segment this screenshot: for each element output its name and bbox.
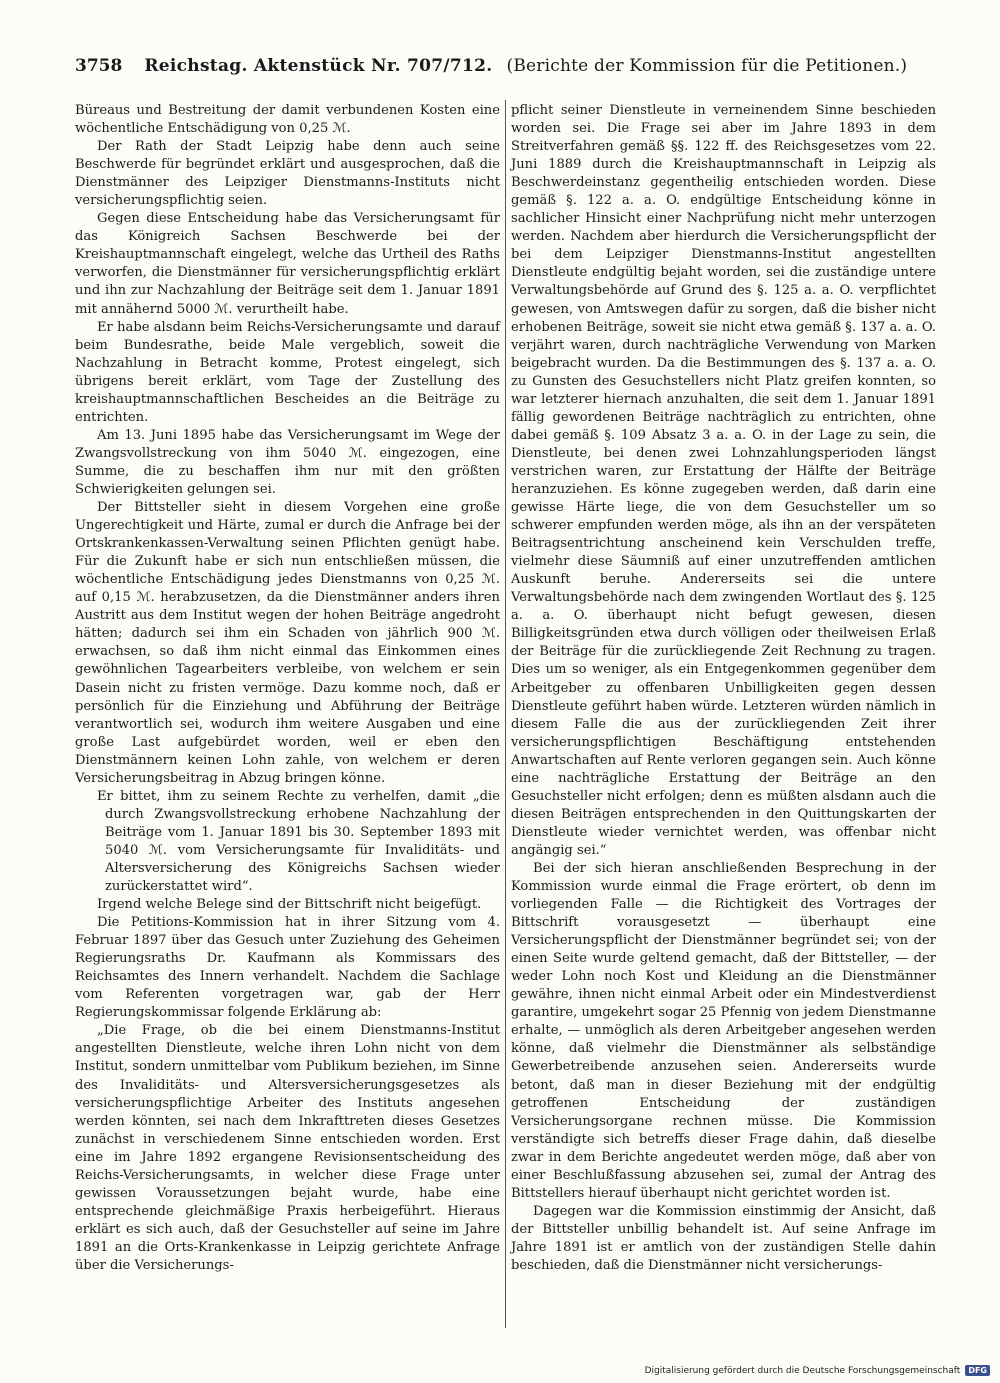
right-column <box>511 102 936 1275</box>
page-number: 3758 <box>75 56 123 76</box>
paragraph: „Die Frage, ob die bei einem Dienstmanns-Institut angestellten Dienstleute, welche ihren Lohn nicht von dem Institut, sondern unmittelbar vom Publikum beziehen, im Sinne des Invaliditäts- und Altersversicherungsgesetzes als versicherungspflichtige Arbeiter des Instituts angesehen werden könnten, sei nach dem Inkrafttreten dieses Gesetzes zunächst in verschiedenem Sinne entschieden worden. Erst eine im Jahre 1892 ergangene Revisionsentscheidung des Reichs-Versicherungsamts, in welcher diese Frage unter gewissen Voraussetzungen bejaht wurde, habe eine entsprechende gleichmäßige Praxis herbeigeführt. Hieraus erklärt es sich auch, daß der Gesuchsteller auf seine im Jahre 1891 an die Orts-Krankenkasse in Leipzig gerichtete Anfrage über die Versicherungs- <box>75 1023 500 1273</box>
left-column <box>75 102 500 1275</box>
paragraph: Der Rath der Stadt Leipzig habe denn auch seine Beschwerde für begründet erklärt und ausgesprochen, daß die Dienstmänner des Leipziger Dienstmanns-Instituts nicht versicherungspflichtig seien. <box>75 139 500 209</box>
document-subtitle: (Berichte der Kommission für die Petitionen.) <box>506 56 908 76</box>
page-header <box>75 56 935 86</box>
funding-note: Digitalisierung gefördert durch die Deutsche Forschungsgemeinschaft <box>644 1365 961 1376</box>
paragraph: Er habe alsdann beim Reichs-Versicherungsamte und darauf beim Bundesrathe, beide Male vergeblich, soweit die Nachzahlung in Betracht komme, Protest eingelegt, sich übrigens bereit erklärt, vom Tage der Zustellung des kreishauptmannschaftlichen Bescheides an die Beiträge zu entrichten. <box>75 319 500 425</box>
paragraph: Irgend welche Belege sind der Bittschrift nicht beigefügt. <box>97 897 482 913</box>
paragraph: pflicht seiner Dienstleute in verneinendem Sinne beschieden worden sei. Die Frage sei aber im Jahre 1893 in dem Streitverfahren gemäß §§. 122 ff. des Reichsgesetzes vom 22. Juni 1889 durch die Kreishauptmannschaft in Leipzig als Beschwerdeinstanz gegentheilig entschieden worden. Diese gemäß §. 122 a. a. O. endgültige Entscheidung könne in sachlicher Hinsicht einer Nachprüfung nicht mehr unterzogen werden. Nachdem aber hierdurch die Versicherungspflicht der bei dem Leipziger Dienstmanns-Institut angestellten Dienstleute endgültig bejaht worden, sei die zuständige untere Verwaltungsbehörde auf Grund des §. 125 a. a. O. verpflichtet gewesen, von Amtswegen dafür zu sorgen, daß die bisher nicht erhobenen Beiträge, soweit sie nicht etwa gemäß §. 137 a. a. O. verjährt waren, durch nachträgliche Verwendung von Marken beigebracht wurden. Da die Bestimmungen des §. 137 a. a. O. zu Gunsten des Gesuchstellers nicht Platz greifen konnten, so war letzterer hiernach anzuhalten, die seit dem 1. Januar 1891 fällig gewordenen Beiträge nachträglich zu entrichten, ohne dabei gemäß §. 109 Absatz 3 a. a. O. in der Lage zu sein, die Dienstleute, bei denen zwei Lohnzahlungsperioden längst verstrichen waren, zur Erstattung der Hälfte der Beiträge heranzuziehen. Es könne zugegeben werden, daß darin eine gewisse Härte liege, die von dem Gesuchsteller um so schwerer empfunden werden möge, als ihn an der verspäteten Beitragsentrichtung anscheinend kein Verschulden treffe, vielmehr diese Säumniß auf einer unzutreffenden amtlichen Auskunft beruhe. Andererseits sei die untere Verwaltungsbehörde nach dem zwingenden Wortlaut des §. 125 a. a. O. überhaupt nicht befugt gewesen, diesen Billigkeitsgründen etwa durch völligen oder theilweisen Erlaß der Beiträge für die zurückliegende Zeit Rechnung zu tragen. Dies um so weniger, als ein Entgegenkommen gegenüber dem Arbeitgeber zu offenbaren Unbilligkeiten gegen dessen Dienstleute geführt haben würde. Letzteren würden nämlich in diesem Falle die aus der zurückliegenden Zeit ihrer versicherungspflichtigen Beschäftigung entstehenden Anwartschaften auf Rente verloren gegangen sein. Auch könne eine nachträgliche Erstattung der Beiträge an den Gesuchsteller nicht erfolgen; denn es müßten alsdann auch die diesen Beiträgen entsprechenden in den Quittungskarten der Dienstleute wieder vernichtet werden, was offenbar nicht angängig sei.“ <box>511 103 936 858</box>
paragraph: Büreaus und Bestreitung der damit verbundenen Kosten eine wöchentliche Entschädigung von 0,25 ℳ. <box>75 103 500 137</box>
paragraph: Er bittet, ihm zu seinem Rechte zu verhelfen, damit „die durch Zwangsvollstreckung erhobene Nachzahlung der Beiträge vom 1. Januar 1891 bis 30. September 1893 mit 5040 ℳ. vom Versicherungsamte für Invaliditäts- und Altersversicherung des Königreichs Sachsen wieder zurückerstattet wird“. <box>97 788 500 895</box>
paragraph: Dagegen war die Kommission einstimmig der Ansicht, daß der Bittsteller unbillig behandelt ist. Auf seine Anfrage im Jahre 1891 ist er amtlich von der zuständigen Stelle dahin beschieden, daß die Dienstmänner nicht versicherungs- <box>511 1203 936 1273</box>
page-footer <box>645 1365 990 1376</box>
paragraph: Gegen diese Entscheidung habe das Versicherungsamt für das Königreich Sachsen Beschwerde bei der Kreishauptmannschaft eingelegt, welche das Urtheil des Raths verworfen, die Dienstmänner für versicherungspflichtig erklärt und ihn zur Nachzahlung der Beiträge seit dem 1. Januar 1891 mit annähernd 5000 ℳ. verurtheilt habe. <box>75 211 500 317</box>
paragraph: Bei der sich hieran anschließenden Besprechung in der Kommission wurde einmal die Frage erörtert, ob denn im vorliegenden Falle — die Richtigkeit des Vortrages der Bittschrift vorausgesetzt — überhaupt eine Versicherungspflicht der Dienstmänner begründet sei; von der einen Seite wurde geltend gemacht, daß der Bittsteller, — der weder Lohn noch Kost und Kleidung an die Dienstmänner gewähre, ihnen nicht einmal Arbeit oder ein Mindestverdienst garantire, umgekehrt sogar 25 Pfennig von jedem Dienstmanne erhalte, — unmöglich als deren Arbeitgeber angesehen werden könne, daß vielmehr die Dienstmänner als selbständige Gewerbetreibende anzusehen seien. Andererseits wurde betont, daß man in dieser Beziehung mit der endgültig getroffenen Entscheidung der zuständigen Versicherungsorgane rechnen müsse. Die Kommission verständigte sich betreffs dieser Frage dahin, daß dieselbe zwar in dem Berichte angedeutet werden möge, daß aber von einer Beschlußfassung abzusehen sei, zumal der Antrag des Bittstellers hierauf überhaupt nicht gerichtet worden ist. <box>511 860 936 1201</box>
column-divider <box>505 100 506 1328</box>
paragraph: Der Bittsteller sieht in diesem Vorgehen eine große Ungerechtigkeit und Härte, zumal er durch die Anfrage bei der Ortskrankenkassen-Verwaltung seinen Pflichten genügt habe. Für die Zukunft habe er sich nun entschließen müssen, die wöchentliche Entschädigung jedes Dienstmanns von 0,25 ℳ. auf 0,15 ℳ. herabzusetzen, da die Dienstmänner anders ihren Austritt aus dem Institut wegen der hohen Beiträge angedroht hätten; dadurch sei ihm ein Schaden von jährlich 900 ℳ. erwachsen, so daß ihm nicht einmal das Einkommen eines gewöhnlichen Tagearbeiters verbleibe, von welchem er sein Dasein nicht zu fristen vermöge. Dazu komme noch, daß er persönlich für die Einziehung und Abführung der Beiträge verantwortlich sei, wodurch ihm weitere Ausgaben und eine große Last aufgebürdet worden, weil er eben den Dienstmännern keinen Lohn zahle, von welchem er deren Versicherungsbeitrag in Abzug bringen könne. <box>75 500 500 786</box>
paragraph: Am 13. Juni 1895 habe das Versicherungsamt im Wege der Zwangsvollstreckung von ihm 5040 ℳ. eingezogen, eine Summe, die zu beschaffen ihm nur mit den größten Schwierigkeiten gelungen sei. <box>75 427 500 497</box>
paragraph: Die Petitions-Kommission hat in ihrer Sitzung vom 4. Februar 1897 über das Gesuch unter Zuziehung des Geheimen Regierungsraths Dr. Kaufmann als Kommissars des Reichsamtes des Innern verhandelt. Nachdem die Sachlage vom Referenten vorgetragen war, gab der Herr Regierungskommissar folgende Erklärung ab: <box>75 915 500 1021</box>
document-title: Reichstag. Aktenstück Nr. 707/712. <box>144 56 493 76</box>
dfg-logo: DFG <box>965 1365 990 1376</box>
